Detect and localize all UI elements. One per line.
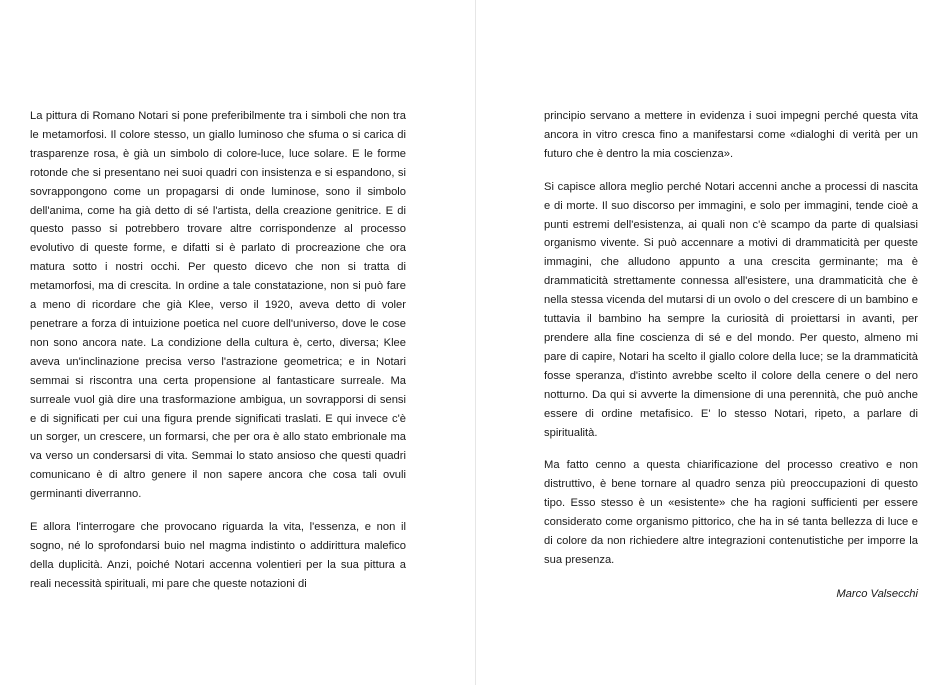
paragraph: Si capisce allora meglio perché Notari accenni anche a processi di nascita e di morte. Il suo discorso per immagini, e solo per immagini, tende cioè a punti estremi dell'esistenza, ai quali non c'è scampo da parte di qualsiasi organismo vivente. Si può accennare a motivi di drammaticità per queste immagini, che alludono appunto a una crescita germinante; ma è drammaticità strettamente connessa all'esistere, una drammaticità che è nella stessa vicenda del mutarsi di un ovolo o del crescere di un bambino e tuttavia il bambino ha sempre la curiosità di proiettarsi in avanti, per prendere alla fine coscienza di sé e del mondo. Per questo, almeno mi pare di capire, Notari ha scelto il giallo colore della luce; se la drammaticità fosse speranza, d'istinto avrebbe scelto il colore della cenere o del nero notturno. Da qui si avverte la dimensione di una perennità, che può anche essere di ordine metafisico. E' lo stesso Notari, ripeto, a parlare di spiritualità. bbox=[544, 180, 918, 439]
left-text-column bbox=[30, 107, 406, 608]
author-signature: Marco Valsecchi bbox=[836, 588, 918, 600]
paragraph: La pittura di Romano Notari si pone preferibilmente tra i simboli che non tra le metamorfosi. Il colore stesso, un giallo luminoso che sfuma o si carica di trasparenze rosa, è già un simbolo di colore-luce, luce solare. E le forme rotonde che si presentano nei suoi quadri con insistenza e si espandono, si sovrappongono come un propagarsi di onde luminose, sono il simbolo dell'anima, come ha già detto di sé l'artista, della creazione genitrice. E di questo passo si potrebbero trovare altre corrispondenze al processo evolutivo di queste forme, e difatti si è parlato di procreazione che ora matura sotto i nostri occhi. Per questo dicevo che non si tratta di metamorfosi, ma di crescita. In ordine a tale constatazione, non si può fare a meno di ricordare che già Klee, verso il 1920, aveva detto di voler penetrare a forza di intuizione poetica nel cuore dell'universo, dove le cose non sono ancora nate. La condizione della cultura è, certo, diversa; Klee aveva un'inclinazione precisa verso l'astrazione geometrica; e in Notari semmai si riscontra una certa propensione al fantasticare surreale. Ma surreale vuol già dire una trasformazione ambigua, un sovrapporsi di sensi e di significati per cui una figura prende significati traslati. E qui invece c'è un sorger, un crescere, un formarsi, che per ora è allo stato embrionale ma va verso un condersarsi di vita. Semmai lo stato ansioso che questi quadri comunicano è di altro genere il non sapere ancora che cosa tali ovuli germinanti diverranno. bbox=[30, 110, 406, 501]
paragraph: Ma fatto cenno a questa chiarificazione del processo creativo e non distruttivo, è bene tornare al quadro senza più preoccupazioni di questo tipo. Esso stesso è un «esistente» che ha ragioni sufficienti per essere considerato come organismo pittorico, che ha in sé tanta bellezza di luce e di colore da non richiedere altre integrazioni contenutistiche per imporre la sua presenza. bbox=[544, 459, 918, 566]
right-text-column bbox=[544, 107, 918, 584]
paragraph: principio servano a mettere in evidenza i suoi impegni perché questa vita ancora in vitro cresca fino a manifestarsi come «dialoghi di verità per un futuro che è dentro la mia coscienza». bbox=[544, 110, 918, 160]
right-page bbox=[476, 0, 950, 685]
paragraph: E allora l'interrogare che provocano riguarda la vita, l'essenza, e non il sogno, né lo sprofondarsi buio nel magma indistinto o addirittura malefico della duplicità. Anzi, poiché Notari accenna volentieri per la sua pittura a reali necessità spirituali, mi pare che queste notazioni di bbox=[30, 521, 406, 590]
